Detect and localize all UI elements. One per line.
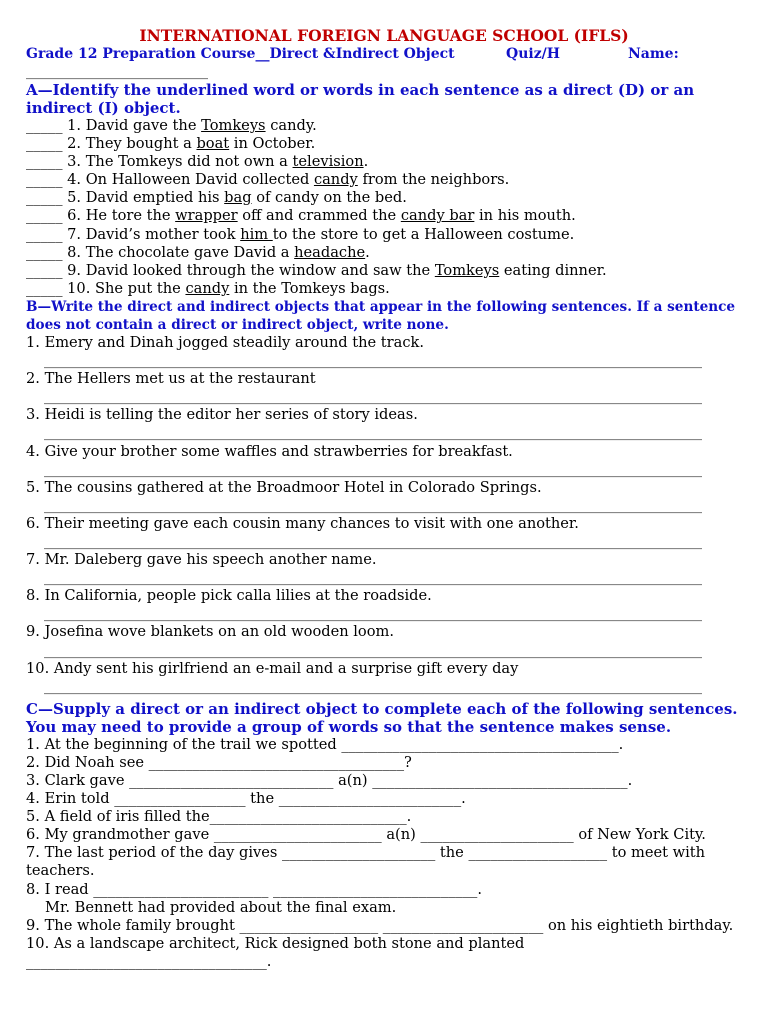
sentence-text: The chocolate gave David a: [85, 243, 295, 261]
section-c-item: Mr. Bennett had provided about the final exam.: [45, 898, 397, 916]
sentence-text: in his mouth.: [474, 207, 576, 225]
answer-line[interactable]: ______________________________________________________________________________________________: [44, 678, 702, 695]
answer-line[interactable]: ______________________________________________________________________________________________: [44, 642, 702, 659]
section-b-question: 6. Their meeting gave each cousin many chances to visit with one another.: [26, 514, 579, 532]
item-number: 4.: [67, 171, 82, 189]
underlined-object: candy bar: [400, 207, 475, 225]
answer-blank: _____: [26, 153, 63, 171]
name-label: Name:: [628, 46, 679, 62]
sentence-text: David’s mother took: [85, 225, 241, 243]
answer-blank: _____: [26, 243, 63, 261]
sentence-text: .: [363, 153, 369, 171]
section-c-list: [26, 736, 742, 971]
section-a-instruction: A—Identify the underlined word or words in each sentence as a direct (D) or an indirect (I) object.: [26, 81, 695, 117]
answer-line[interactable]: ______________________________________________________________________________________________: [44, 461, 702, 478]
school-title: INTERNATIONAL FOREIGN LANGUAGE SCHOOL (IFLS): [139, 26, 629, 45]
sentence-text: in the Tomkeys bags.: [229, 279, 390, 297]
item-number: 9.: [67, 261, 82, 279]
answer-blank: _____: [26, 117, 63, 134]
section-c-item: 4. Erin told __________________ the _________________________.: [26, 790, 466, 808]
section-a-list: [26, 117, 742, 298]
header-row: [26, 45, 742, 63]
section-a-item: [26, 244, 742, 262]
section-a-item: [26, 280, 742, 298]
section-c-item: 8. I read ________________________ ____________________________.: [26, 880, 482, 898]
sentence-text: David gave the: [85, 117, 202, 134]
section-a-item: [26, 135, 742, 153]
answer-line[interactable]: ______________________________________________________________________________________________: [44, 606, 702, 623]
sentence-text: David looked through the window and saw the: [85, 261, 435, 279]
section-b-instruction: B—Write the direct and indirect objects that appear in the following sentences. If a sentence does not contain a direct or indirect object, write none.: [26, 298, 736, 333]
answer-blank: _____: [26, 171, 63, 189]
answer-blank: _____: [26, 207, 63, 225]
sentence-text: David emptied his: [85, 189, 225, 207]
section-b-list: [26, 334, 742, 696]
answer-blank: _____: [26, 135, 63, 153]
underlined-object: headache: [294, 243, 366, 261]
section-b-question: 1. Emery and Dinah jogged steadily around the track.: [26, 333, 424, 351]
underlined-object: candy: [313, 171, 358, 189]
section-b-question: 2. The Hellers met us at the restaurant: [26, 370, 316, 388]
item-number: 5.: [67, 189, 82, 207]
underlined-object: candy: [185, 279, 230, 297]
answer-line[interactable]: ______________________________________________________________________________________________: [44, 533, 702, 550]
underlined-object: bag: [224, 189, 252, 207]
section-b-question: 3. Heidi is telling the editor her series of story ideas.: [26, 406, 418, 424]
course-title: Grade 12 Preparation Course__Direct &Indirect Object: [26, 46, 455, 62]
section-a-item: [26, 153, 742, 171]
sentence-text: off and crammed the: [237, 207, 401, 225]
section-c-item: 10. As a landscape architect, Rick designed both stone and planted: [26, 934, 525, 952]
sentence-text: eating dinner.: [499, 261, 607, 279]
underlined-object: Tomkeys: [201, 117, 266, 134]
section-c-item: 6. My grandmother gave _______________________ a(n) _____________________ of New York City.: [26, 826, 706, 844]
answer-line[interactable]: ______________________________________________________________________________________________: [44, 497, 702, 514]
sentence-text: of candy on the bed.: [251, 189, 407, 207]
answer-line[interactable]: ______________________________________________________________________________________________: [44, 389, 702, 406]
section-a-item: [26, 171, 742, 189]
section-c-item: 5. A field of iris filled the___________________________.: [26, 808, 412, 826]
answer-blank: _____: [26, 261, 63, 279]
section-c-item: 2. Did Noah see ___________________________________?: [26, 753, 412, 771]
section-c-item: 9. The whole family brought ___________________ ______________________ on his eightieth birthday.: [26, 916, 734, 934]
underlined-object: boat: [196, 135, 230, 153]
section-b-question: 4. Give your brother some waffles and strawberries for breakfast.: [26, 442, 513, 460]
sentence-text: They bought a: [85, 135, 197, 153]
section-a-item: [26, 117, 742, 135]
sentence-text: On Halloween David collected: [85, 171, 314, 189]
sentence-text: to the store to get a Halloween costume.: [272, 225, 575, 243]
section-c-instruction: C—Supply a direct or an indirect object to complete each of the following sentences. You may need to provide a group of words so that the sentence makes sense.: [26, 699, 738, 736]
answer-blank: _____: [26, 279, 63, 297]
sentence-text: candy.: [265, 117, 317, 134]
section-a-item: [26, 226, 742, 244]
sentence-text: She put the: [94, 279, 186, 297]
answer-line[interactable]: ______________________________________________________________________________________________: [44, 353, 702, 370]
section-c-item: 7. The last period of the day gives _____________________ the ___________________ to meet with teachers.: [26, 844, 706, 880]
section-c-item: 3. Clark gave ____________________________ a(n) ___________________________________.: [26, 772, 633, 789]
sentence-text: in October.: [229, 135, 316, 153]
sentence-text: from the neighbors.: [357, 171, 510, 189]
sentence-text: .: [365, 243, 370, 261]
section-a-item: [26, 262, 742, 280]
section-b-question: 7. Mr. Daleberg gave his speech another name.: [26, 551, 377, 569]
sentence-text: He tore the: [85, 207, 176, 225]
underlined-object: him: [240, 225, 273, 243]
item-number: 1.: [67, 117, 82, 134]
section-b-question: 9. Josefina wove blankets on an old wooden loom.: [26, 623, 394, 641]
answer-line[interactable]: ______________________________________________________________________________________________: [44, 570, 702, 587]
item-number: 7.: [67, 225, 82, 243]
underlined-object: Tomkeys: [434, 261, 500, 279]
section-b-question: 8. In California, people pick calla lilies at the roadside.: [26, 587, 432, 605]
item-number: 10.: [67, 279, 91, 297]
section-c-item: 1. At the beginning of the trail we spotted ______________________________________.: [26, 735, 624, 753]
answer-line[interactable]: ______________________________________________________________________________________________: [44, 425, 702, 442]
underlined-object: wrapper: [175, 207, 238, 225]
answer-blank: _____: [26, 225, 63, 243]
section-b-question: 5. The cousins gathered at the Broadmoor Hotel in Colorado Springs.: [26, 478, 542, 496]
item-number: 3.: [67, 153, 82, 171]
section-a-item: [26, 189, 742, 207]
answer-blank: _____: [26, 189, 63, 207]
sentence-text: The Tomkeys did not own a: [85, 153, 293, 171]
worksheet: [26, 26, 742, 971]
name-line: __________________________: [26, 64, 208, 80]
section-b-question: 10. Andy sent his girlfriend an e-mail and a surprise gift every day: [26, 659, 519, 677]
section-c-item: _________________________________.: [26, 952, 272, 970]
underlined-object: television: [292, 153, 364, 171]
item-number: 8.: [67, 243, 82, 261]
item-number: 2.: [67, 135, 82, 153]
quiz-label: Quiz/H: [506, 46, 560, 62]
section-a-item: [26, 207, 742, 225]
item-number: 6.: [67, 207, 82, 225]
